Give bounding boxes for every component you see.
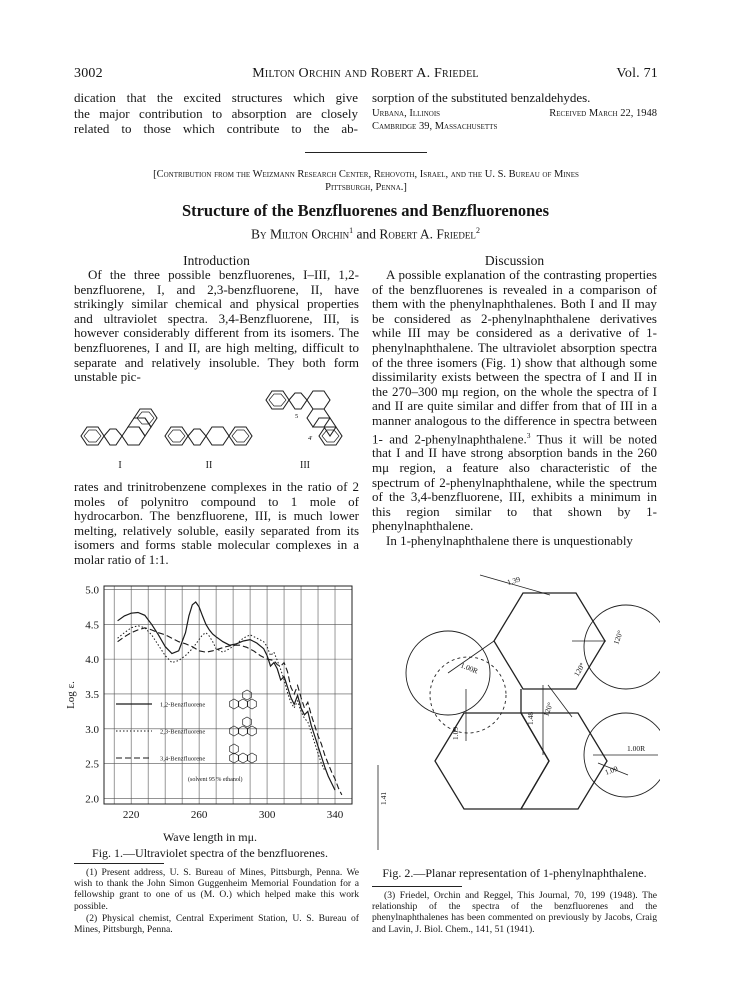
author-1-footnote-mark: 1	[349, 226, 354, 235]
contribution-line-2: Pittsburgh, Penna.]	[325, 182, 407, 193]
prev-affiliation-2: Cambridge 39, Massachusetts	[372, 120, 498, 132]
prev-line-1: dication that the excited structures which give	[74, 90, 358, 105]
atom-label-4prime: 4'	[308, 435, 313, 442]
legend-label-1: 1,2-Benzfluorene	[160, 701, 206, 709]
introduction-para-2	[74, 480, 359, 568]
footnotes-right	[372, 890, 657, 936]
y-tick-label: 4.0	[85, 654, 99, 667]
y-tick-label: 5.0	[85, 584, 99, 597]
figure-2-caption: Fig. 2.—Planar representation of 1-phenylnaphthalene.	[382, 866, 647, 880]
y-tick-label: 3.5	[85, 688, 99, 701]
article-divider	[305, 152, 427, 153]
legend-label-2: 2,3-Benzfluorene	[160, 728, 206, 736]
byline-by: By	[251, 226, 267, 242]
footnote-3: (3) Friedel, Orchin and Reggel, This Journal, 70, 199 (1948). The relationship of the spectra of the benzfluorenes and the phenylnaphthalenes has been commented on previously by Jacobs, Craig and Lavin, J. Biol. Chem., 141, 51 (1941).	[372, 890, 657, 935]
volume-label: Vol. 71	[616, 66, 658, 81]
author-2-footnote-mark: 2	[475, 226, 480, 235]
discussion-para-2: In 1-phenylnaphthalene there is unquestionably	[386, 533, 633, 549]
phenylnaphthalene-diagram	[368, 565, 660, 865]
footnote-rule-right	[372, 886, 462, 887]
footnotes-left	[74, 867, 359, 936]
byline-and: and	[356, 226, 376, 242]
label-angle-2: 120°	[571, 661, 587, 678]
figure-1-caption: Fig. 1.—Ultraviolet spectra of the benzfluorenes.	[92, 846, 328, 860]
contribution-note	[74, 168, 658, 194]
contribution-line-1: [Contribution from the Weizmann Research Center, Rehovoth, Israel, and the U. S. Bureau of Mines	[153, 169, 579, 180]
running-title: Milton Orchin and Robert A. Friedel	[252, 66, 479, 81]
legend-solvent-note: (solvent 95 % ethanol)	[188, 777, 243, 783]
discussion-text-1a: A possible explanation of the contrasting properties of the benzfluorenes is revealed in a comparison of them with the phenylnaphthalenes. Both I and II may be considered as 2-phenylnaphthalene derivatives while III may be considered as a derivative of 1-phenylnaphthalene. The ultraviolet absorption spectra of the three isomers (Fig. 1) show that although some dissimilarity exists between the spectra of I and II in the 270–300 mμ region, on the whole the spectra of I and II are quite similar and differ from that of III in a manner analogous to the difference in spectra between 1- and 2-phenylnaphthalene.	[372, 267, 657, 446]
prev-line-4: sorption of the substituted benzaldehydes.	[372, 90, 591, 105]
discussion-body	[372, 268, 657, 549]
label-angle-1: 120°	[611, 629, 625, 646]
chart-grid	[104, 586, 352, 804]
legend-label-3: 3,4-Benzfluorene	[160, 755, 206, 763]
footnote-mark-3: 3	[526, 430, 531, 440]
footnote-rule-left	[74, 863, 164, 864]
y-tick-label: 2.5	[85, 758, 99, 771]
figure-1-xlabel: Wave length in mμ.	[162, 830, 258, 844]
x-tick-label: 260	[190, 809, 208, 821]
benzfluorene-structures	[70, 368, 362, 478]
byline	[0, 226, 731, 243]
atom-label-5: 5	[295, 413, 299, 420]
introduction-text-2: rates and trinitrobenzene complexes in the ratio of 2 moles of polynitro compound to 1 mole of hydrocarbon. The benzfluorene, III, is much lower melting, relatively soluble, easily separated from its isomers and forms stable molecular complexes in a molar ratio of 1:1.	[74, 479, 359, 567]
introduction-text-1: Of the three possible benzfluorenes, I–III, 1,2-benzfluorene, I, and 2,3-benzfluorene, II, have strikingly similar chemical and physical properties and ultraviolet spectra. 3,4-Benzfluorene, III, is however considerably different from its isomers. The benzfluorenes, I and II, are high melting, difficult to separate and relatively insoluble. They both form unstable pic-	[74, 267, 359, 385]
legend-structure-icon-2	[230, 717, 257, 736]
y-axis-label: Log ε.	[65, 681, 77, 709]
x-tick-label: 300	[258, 809, 276, 821]
label-angle-3: 120°	[541, 701, 555, 718]
structure-I-rings	[81, 409, 157, 445]
introduction-heading: Introduction	[183, 253, 250, 268]
discussion-heading: Discussion	[484, 253, 545, 268]
vdw-circle-top-right	[584, 605, 660, 689]
label-bond-109-right: 1.09	[603, 763, 620, 777]
chart-legend	[116, 690, 256, 783]
x-tick-label: 340	[326, 809, 344, 821]
series-line-1	[118, 602, 335, 790]
author-1: Milton Orchin	[269, 226, 350, 242]
article-title: Structure of the Benzfluorenes and Benzfluorenones	[181, 201, 550, 220]
discussion-text-1b: Thus it will be noted that I and II have strong absorption bands in the 260 mμ region, a feature also characteristic of the spectrum of 2-phenylnaphthalene, while the spectrum of the 3,4-benzfluorene, III, exhibits a minimum in this region similar to that shown by 1-phenylnaphthalene.	[372, 430, 657, 534]
structure-label-III: III	[300, 460, 310, 471]
label-bond-148: 1.48	[526, 711, 535, 725]
prev-affiliation-1: Urbana, Illinois	[372, 107, 441, 119]
label-radius-left: 1.00R	[459, 660, 480, 676]
label-bond-141: 1.41	[379, 791, 388, 805]
y-tick-label: 3.0	[85, 723, 99, 736]
uv-spectra-chart	[60, 572, 360, 844]
structure-label-I: I	[118, 460, 122, 471]
footnote-1: (1) Present address, U. S. Bureau of Mines, Pittsburgh, Penna. We wish to thank the John Simon Guggenheim Memorial Foundation for a fellowship grant to one of us (M. O.) which helped make this work possible.	[74, 867, 359, 912]
discussion-para-1	[372, 268, 657, 534]
structure-II-rings	[165, 427, 252, 445]
plot-frame	[104, 586, 352, 804]
footnote-2: (2) Physical chemist, Central Experiment Station, U. S. Bureau of Mines, Pittsburgh, Penna.	[74, 912, 359, 936]
author-2: Robert A. Friedel	[379, 226, 476, 242]
prev-line-3: related to those which contribute to the ab-	[74, 121, 358, 136]
prev-line-2: the major contribution to absorption are closely	[74, 105, 358, 121]
legend-structure-icon-3	[230, 744, 257, 763]
prev-received: Received March 22, 1948	[549, 107, 657, 119]
chart-series	[118, 602, 342, 795]
x-tick-label: 220	[122, 809, 140, 821]
prev-article-end	[372, 90, 657, 133]
label-bond-109-left: 1.09	[451, 726, 460, 740]
series-line-2	[118, 626, 325, 771]
chart-axes	[65, 584, 352, 821]
page-number: 3002	[74, 66, 103, 81]
prev-article-text	[74, 90, 358, 137]
y-tick-label: 2.0	[85, 793, 99, 806]
label-bond-139: 1.39	[506, 574, 522, 587]
label-radius-right: 1.00R	[627, 744, 646, 753]
legend-structure-icon-1	[230, 690, 257, 709]
y-tick-label: 4.5	[85, 619, 99, 632]
structure-III-rings	[266, 391, 342, 445]
structure-label-II: II	[205, 460, 213, 471]
